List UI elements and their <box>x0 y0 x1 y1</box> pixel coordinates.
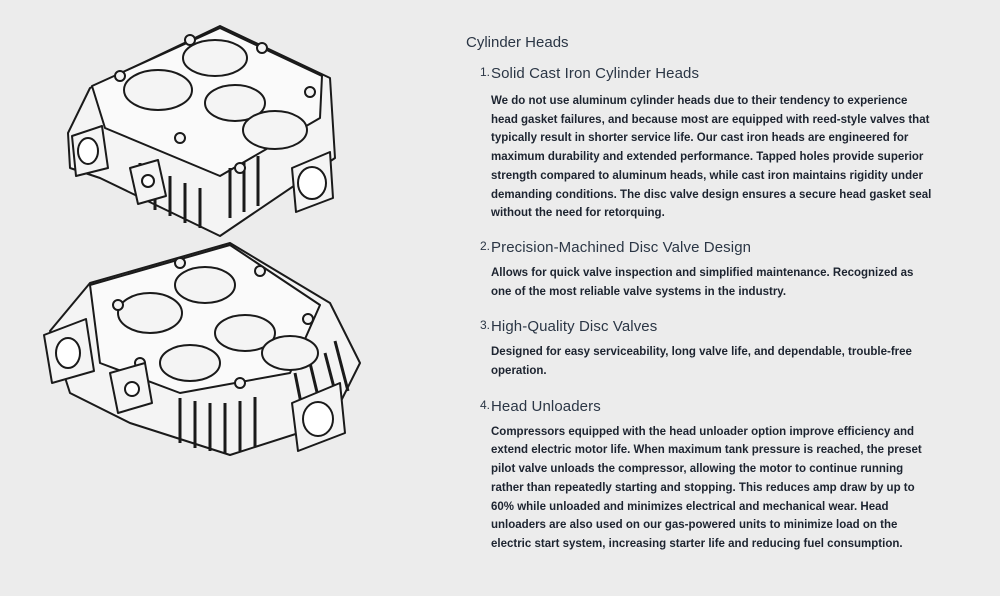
feature-title: Head Unloaders <box>491 397 601 415</box>
feature-item <box>466 65 936 223</box>
section-title: Cylinder Heads <box>466 34 569 51</box>
feature-title: High-Quality Disc Valves <box>491 318 658 336</box>
feature-description: Compressors equipped with the head unloader option improve efficiency and extend electric motor life. When maximum tank pressure is reached, the preset pilot valve unloads the compressor, allowing the motor to continue running rather than repeatedly starting and stopping. This reduces amp draw by up to 60% while unloaded and minimizes electrical and mechanical wear. Head unloaders are also used on our gas-powered units to minimize load on the electric start system, increasing starter life and reducing fuel consumption. <box>491 425 922 550</box>
cylinder-heads-illustration <box>30 18 380 458</box>
feature-number: 1. <box>480 65 491 79</box>
feature-section <box>466 34 936 554</box>
feature-title: Precision-Machined Disc Valve Design <box>491 238 752 256</box>
feature-title: Solid Cast Iron Cylinder Heads <box>491 65 700 82</box>
feature-description: We do not use aluminum cylinder heads due to their tendency to experience head gasket failures, and because most are equipped with reed-style valves that typically result in shorter service life. Our cast iron heads are engineered for maximum durability and extended performance. Tapped holes provide superior strength compared to aluminum heads, while cast iron maintains rigidity under demanding conditions. The disc valve design ensures a secure head gasket seal without the need for retorquing. <box>491 95 932 220</box>
feature-item <box>466 318 936 380</box>
feature-item <box>466 398 936 554</box>
feature-description: Designed for easy serviceability, long valve life, and dependable, trouble-free operation. <box>491 346 912 378</box>
feature-number: 4. <box>480 397 491 412</box>
feature-list <box>466 65 936 554</box>
feature-item <box>466 239 936 301</box>
feature-description: Allows for quick valve inspection and simplified maintenance. Recognized as one of the most reliable valve systems in the industry. <box>491 266 914 298</box>
upper-cylinder-head <box>68 26 335 236</box>
lower-cylinder-head <box>44 243 360 455</box>
feature-number: 3. <box>480 318 491 333</box>
feature-number: 2. <box>480 238 491 253</box>
